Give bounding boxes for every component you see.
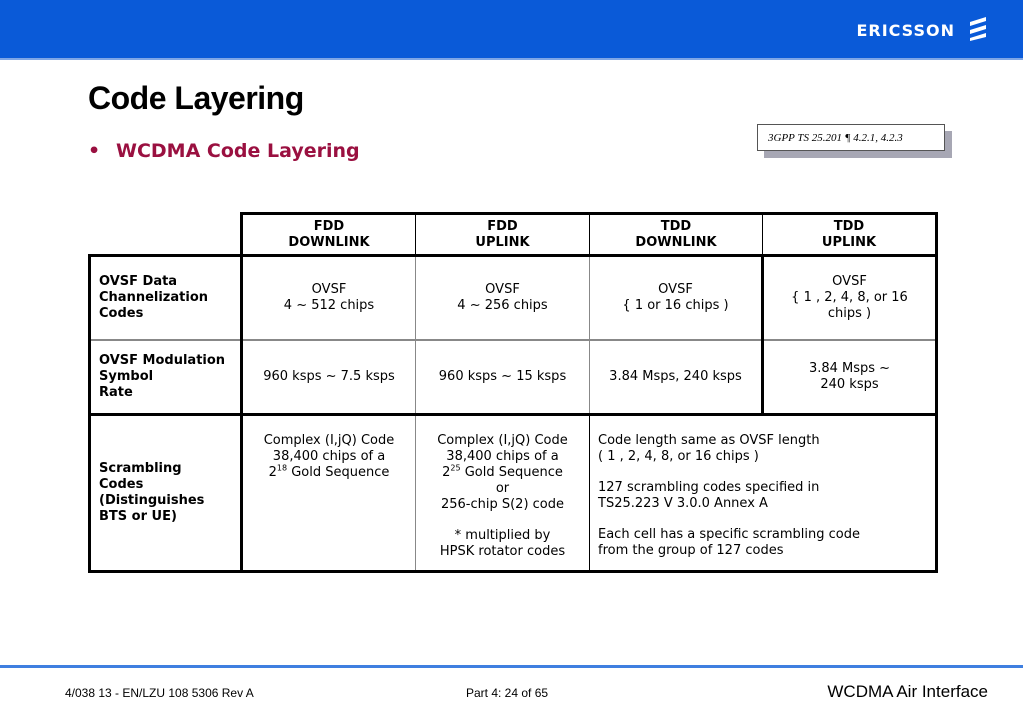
code-layering-table [88,212,938,573]
table-cell-tdd-scrambling: Code length same as OVSF length ( 1 , 2, 4, 8, or 16 chips ) 127 scrambling codes specified in TS25.223 V 3.0.0 Annex A Each cell has a specific scrambling code from the group of 127 codes [590,415,937,572]
footer-page-number: Part 4: 24 of 65 [466,686,549,700]
table-corner [90,214,242,256]
table-cell: OVSF { 1 or 16 chips ) [590,256,763,340]
slide-subtitle [88,140,360,162]
col-tdd-uplink: TDD UPLINK [763,214,937,256]
table-row [90,256,937,340]
table-cell: 3.84 Msps ~ 240 ksps [763,340,937,415]
footer-topic: WCDMA Air Interface [827,682,988,701]
table-row [90,340,937,415]
col-tdd-downlink: TDD DOWNLINK [590,214,763,256]
table-cell: Complex (I,jQ) Code 38,400 chips of a $2^{18}$ Gold Sequence [242,415,416,572]
header-divider [0,58,1023,60]
row-header-ovsf-data: OVSF Data Channelization Codes [90,256,242,340]
table-cell: OVSF 4 ~ 256 chips [416,256,590,340]
ericsson-logo-icon [967,15,989,41]
row-header-ovsf-modulation: OVSF Modulation Symbol Rate [90,340,242,415]
table-cell: 960 ksps ~ 15 ksps [416,340,590,415]
table-cell: Complex (I,jQ) Code 38,400 chips of a $2^{25}$ Gold Sequence or 256-chip S(2) code * multiplied by HPSK rotator codes [416,415,590,572]
brand-name: ERICSSON [856,21,955,40]
footer-divider [0,665,1023,668]
row-header-scrambling: Scrambling Codes (Distinguishes BTS or UE) [90,415,242,572]
bullet-icon: • [88,140,101,162]
slide-title: Code Layering [88,80,304,116]
table-row [90,415,937,572]
reference-box: 3GPP TS 25.201 ¶ 4.2.1, 4.2.3 [757,124,945,151]
col-fdd-downlink: FDD DOWNLINK [242,214,416,256]
subtitle-text: WCDMA Code Layering [116,140,360,162]
table-header-row [90,214,937,256]
col-fdd-uplink: FDD UPLINK [416,214,590,256]
footer-doc-number: 4/038 13 - EN/LZU 108 5306 Rev A [65,686,254,700]
table-cell: OVSF 4 ~ 512 chips [242,256,416,340]
table-cell: OVSF { 1 , 2, 4, 8, or 16 chips ) [763,256,937,340]
table-cell: 960 ksps ~ 7.5 ksps [242,340,416,415]
table-cell: 3.84 Msps, 240 ksps [590,340,763,415]
